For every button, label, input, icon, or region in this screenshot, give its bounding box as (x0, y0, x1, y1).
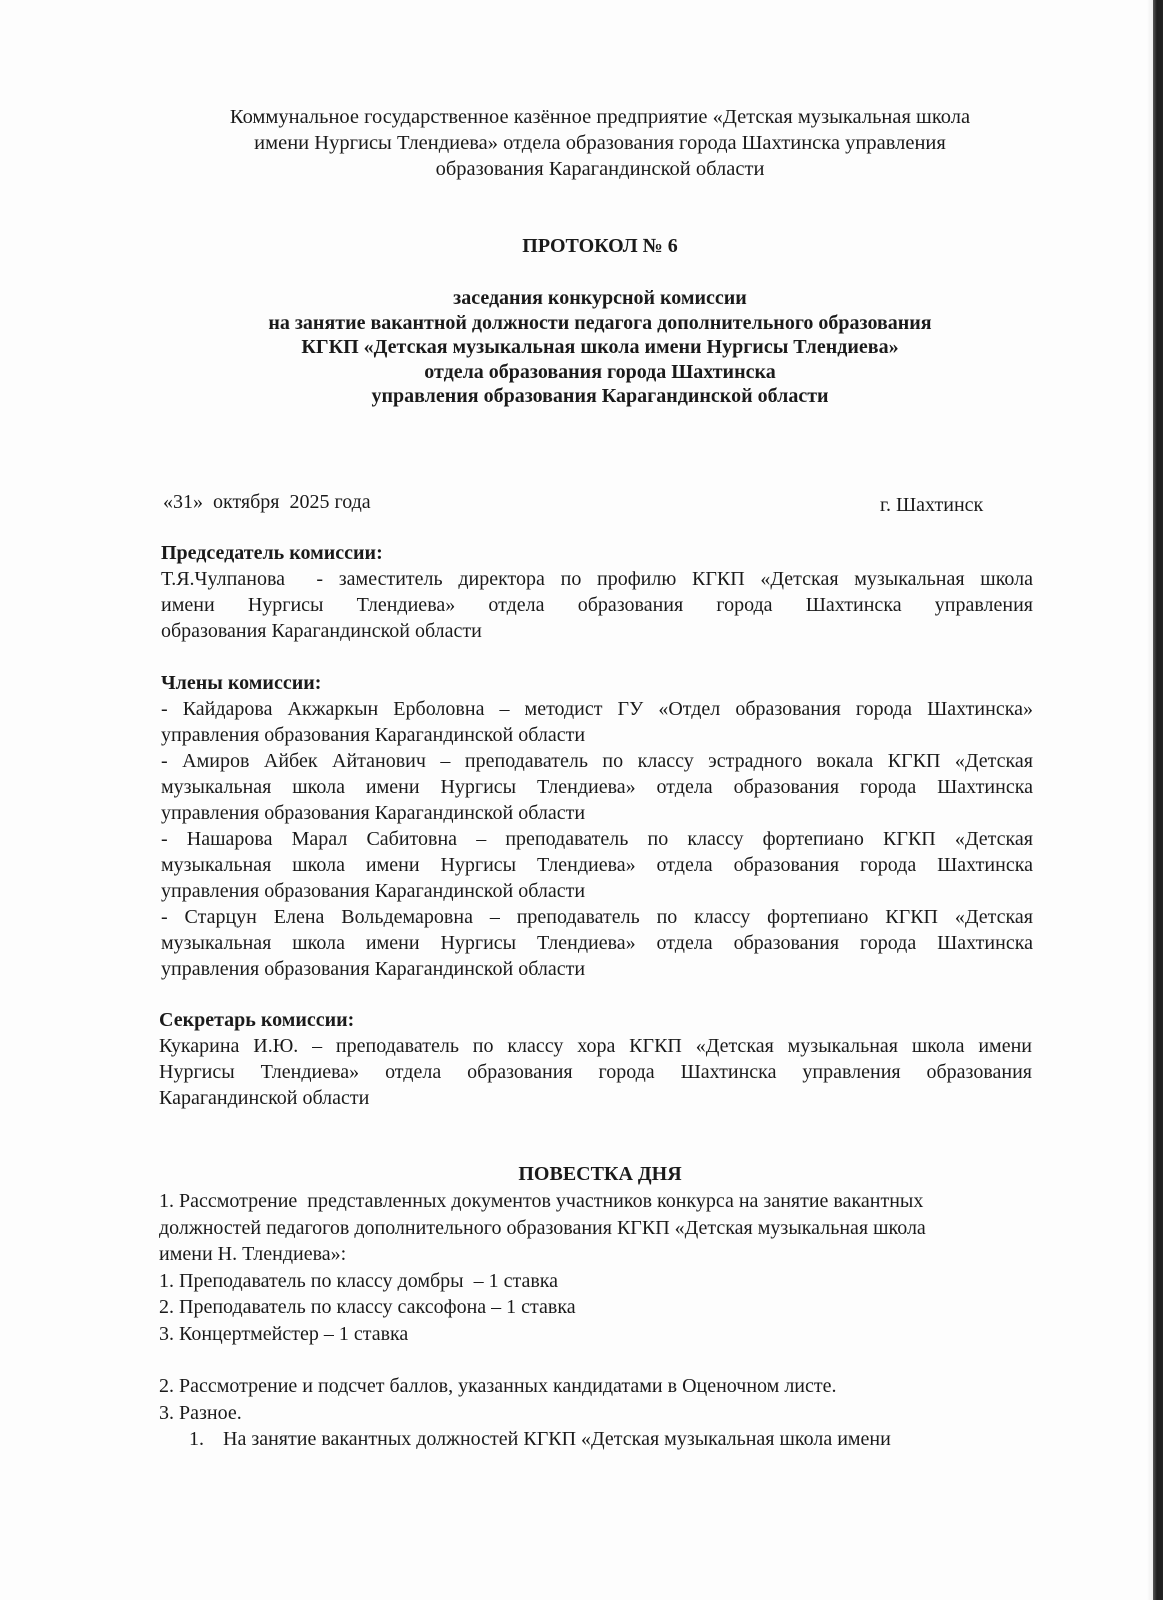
agenda-item-1-line: должностей педагогов дополнительного образования КГКП «Детская музыкальная школа (159, 1216, 926, 1239)
sub-item-number: 1. (189, 1428, 204, 1450)
subtitle-line: КГКП «Детская музыкальная школа имени Нургисы Тлендиева» (301, 336, 899, 358)
member-line: музыкальная школа имени Нургисы Тлендиева» отдела образования города Шахтинска (161, 854, 1033, 876)
secretary-line: Карагандинской области (159, 1087, 370, 1109)
secretary-line: Нургисы Тлендиева» отдела образования города Шахтинска управления образования (159, 1061, 1032, 1083)
chairman-line: образования Карагандинской области (161, 620, 482, 642)
agenda-sub-item (159, 1426, 1039, 1453)
member-item (161, 696, 1033, 748)
member-line: музыкальная школа имени Нургисы Тлендиева» отдела образования города Шахтинска (161, 776, 1033, 798)
organization-header (150, 104, 1050, 182)
protocol-title: ПРОТОКОЛ № 6 (522, 235, 678, 257)
secretary-section (159, 1007, 1032, 1111)
subtitle-line: на занятие вакантной должности педагога дополнительного образования (268, 311, 932, 334)
agenda-item-3: 3. Разное. (159, 1401, 242, 1424)
chairman-section (161, 540, 1033, 644)
member-item (161, 904, 1033, 982)
agenda-heading: ПОВЕСТКА ДНЯ (518, 1163, 682, 1185)
members-heading: Члены комиссии: (161, 672, 322, 694)
member-line: - Старцун Елена Вольдемаровна – преподаватель по классу фортепиано КГКП «Детская (161, 906, 1033, 928)
agenda-item-2: 2. Рассмотрение и подсчет баллов, указанных кандидатами в Оценочном листе. (159, 1375, 837, 1397)
subtitle-line: заседания конкурсной комиссии (453, 287, 747, 309)
chairman-heading: Председатель комиссии: (161, 542, 383, 564)
spacer (159, 1347, 1039, 1373)
meeting-city: г. Шахтинск (880, 494, 984, 516)
member-line: - Нашарова Марал Сабитовна – преподаватель по классу фортепиано КГКП «Детская (161, 828, 1033, 850)
position-item: 1. Преподаватель по классу домбры – 1 ставка (159, 1269, 559, 1292)
org-line: Коммунальное государственное казённое предприятие «Детская музыкальная школа (229, 106, 971, 128)
sub-item-text: На занятие вакантных должностей КГКП «Детская музыкальная школа имени (223, 1428, 891, 1450)
member-item (161, 826, 1033, 904)
subtitle-line: управления образования Карагандинской области (371, 385, 829, 407)
secretary-heading: Секретарь комиссии: (159, 1009, 355, 1031)
member-line: управления образования Карагандинской области (161, 880, 586, 902)
chairman-line: имени Нургисы Тлендиева» отдела образования города Шахтинска управления (161, 594, 1033, 616)
member-line: - Амиров Айбек Айтанович – преподаватель по классу эстрадного вокала КГКП «Детская (161, 750, 1033, 772)
member-line: управления образования Карагандинской области (161, 958, 586, 980)
protocol-subtitle (150, 286, 1050, 409)
org-line: имени Нургисы Тлендиева» отдела образования города Шахтинска управления (254, 132, 946, 154)
position-item: 2. Преподаватель по классу саксофона – 1 ставка (159, 1296, 576, 1318)
agenda-item-1-line: имени Н. Тлендиева»: (159, 1243, 347, 1265)
org-line: образования Карагандинской области (435, 158, 765, 180)
member-line: управления образования Карагандинской области (161, 724, 586, 746)
agenda-item-1-line: 1. Рассмотрение представленных документов участников конкурса на занятие вакантных (159, 1190, 924, 1212)
member-item (161, 748, 1033, 826)
member-line: управления образования Карагандинской области (161, 802, 586, 824)
subtitle-line: отдела образования города Шахтинска (424, 360, 776, 383)
scan-border (1153, 0, 1163, 1600)
member-line: - Кайдарова Акжаркын Ерболовна – методист ГУ «Отдел образования города Шахтинска» (161, 698, 1033, 720)
member-line: музыкальная школа имени Нургисы Тлендиева» отдела образования города Шахтинска (161, 932, 1033, 954)
secretary-line: Кукарина И.Ю. – преподаватель по классу хора КГКП «Детская музыкальная школа имени (159, 1035, 1032, 1057)
agenda-section (159, 1188, 1039, 1453)
position-item: 3. Концертмейстер – 1 ставка (159, 1322, 409, 1345)
meeting-date: «31» октября 2025 года (163, 491, 371, 513)
members-section (161, 670, 1033, 982)
chairman-line: Т.Я.Чулпанова - заместитель директора по профилю КГКП «Детская музыкальная школа (161, 568, 1033, 590)
